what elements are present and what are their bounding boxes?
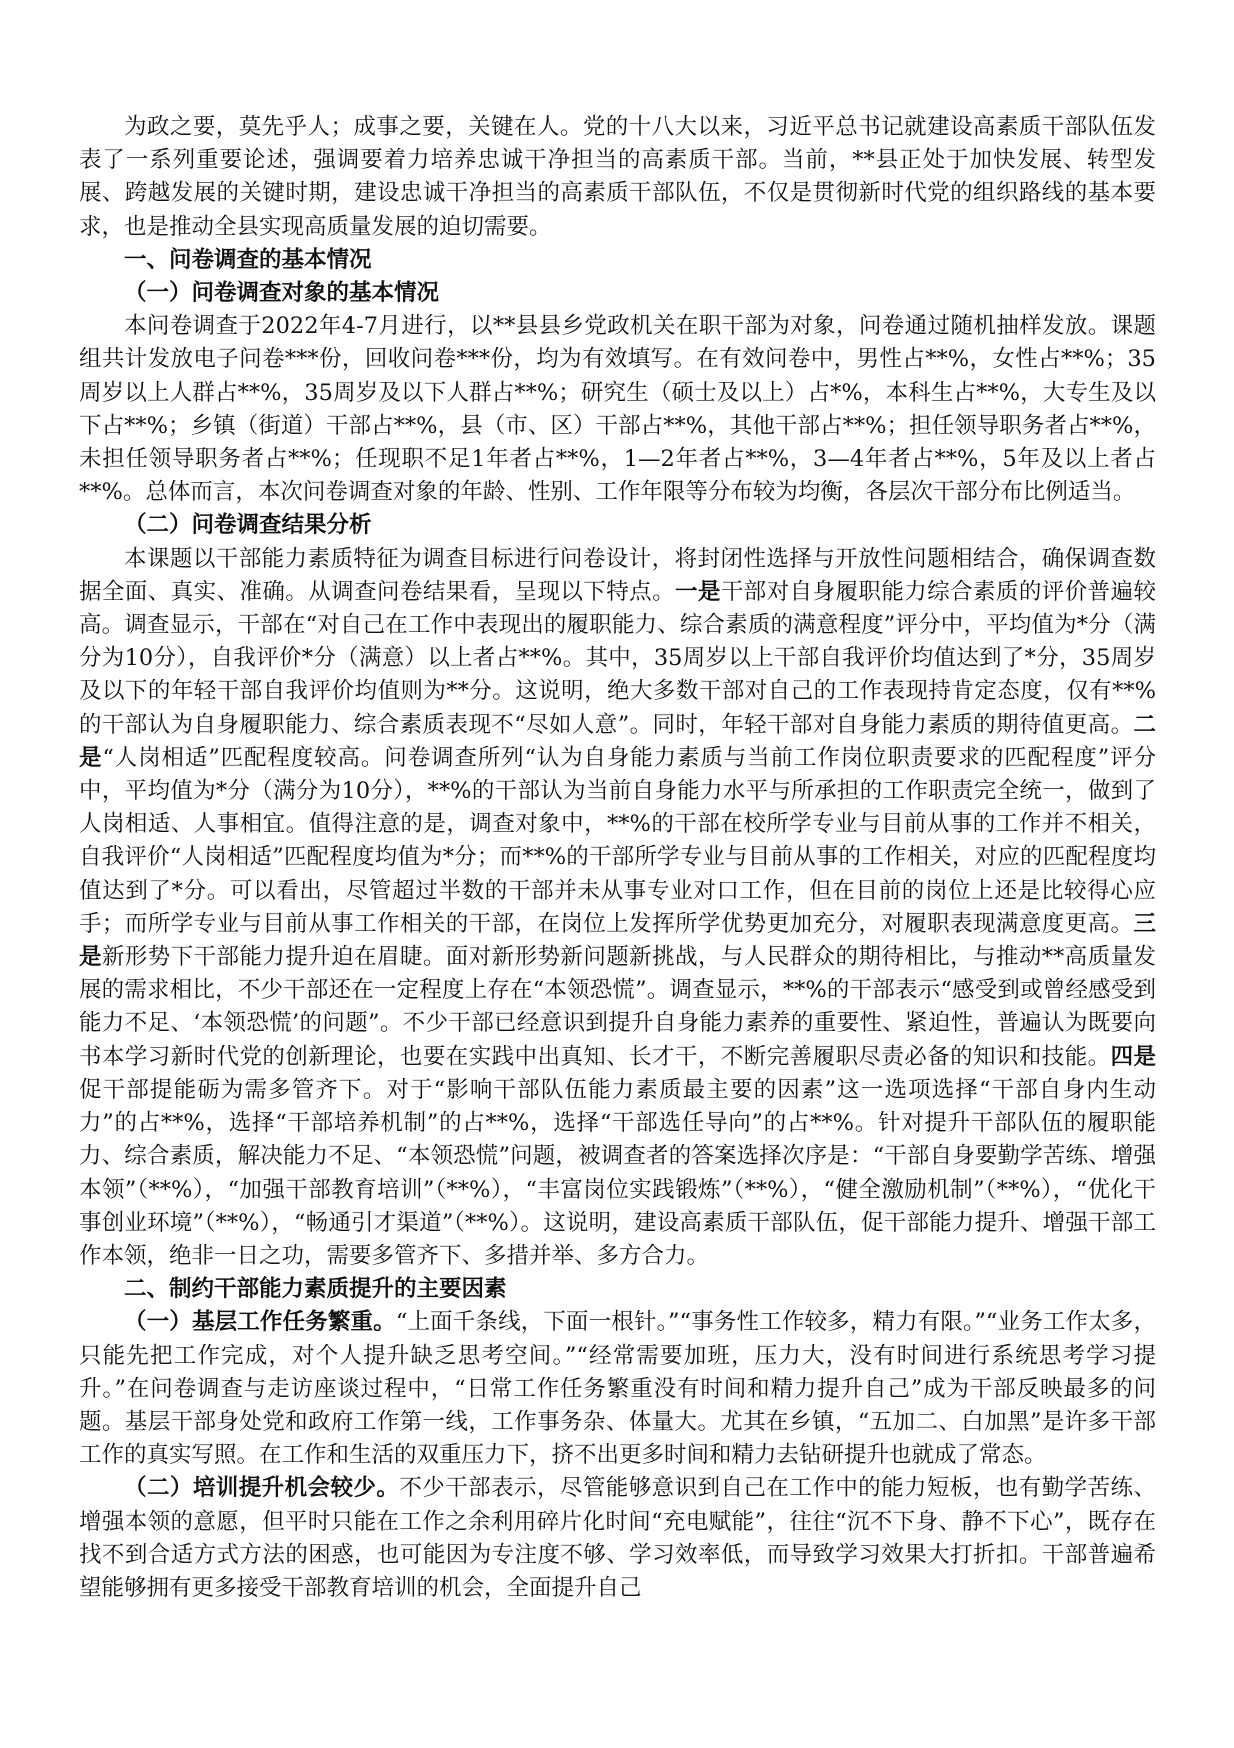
lead-marker-2: 二是: [79, 711, 1156, 771]
finding-2-text: “人岗相适”匹配程度较高。问卷调查所列“认为自身能力素质与当前工作岗位职责要求的匹配程度”评分中，平均值为*分（满分为10分），**%的干部认为当前自身能力水平与所承担的工作职责完全统一，做到了人岗相适、人事相宜。值得注意的是，调查对象中，**%的干部在校所学专业与目前从事的工作并不相关，自我评价“人岗相适”匹配程度均值为*分；而**%的干部所学专业与目前从事的工作相关，对应的匹配程度均值达到了*分。可以看出，尽管超过半数的干部并未从事专业对口工作，但在目前的岗位上还是比较得心应手；而所学专业与目前从事工作相关的干部，在岗位上发挥所学优势更加充分，对履职表现满意度更高。: [79, 744, 1156, 937]
paragraph-survey-subjects: 本问卷调查于2022年4-7月进行，以**县县乡党政机关在职干部为对象，问卷通过随机抽样发放。课题组共计发放电子问卷***份，回收问卷***份，均为有效填写。在有效问卷中，男性占**%，女性占**%；35周岁以上人群占**%，35周岁及以下人群占**%；研究生（硕士及以上）占*%，本科生占**%，大专生及以下占**%；乡镇（街道）干部占**%，县（市、区）干部占**%，其他干部占**%；担任领导职务者占**%，未担任领导职务者占**%；任现职不足1年者占**%，1—2年者占**%，3—4年者占**%，5年及以上者占**%。总体而言，本次问卷调查对象的年龄、性别、工作年限等分布较为均衡，各层次干部分布比例适当。: [79, 313, 1156, 506]
lead-marker-3: 三是: [79, 910, 1156, 971]
section-heading-1: 一、问卷调查的基本情况: [124, 246, 372, 273]
training-text: 不少干部表示，尽管能够意识到自己在工作中的能力短板，也有勤学苦练、增强本领的意愿，但平时只能在工作之余利用碎片化时间“充电赋能”，往往“沉不下身、静不下心”，既存在找不到合适方式方法的困惑，也可能因为专注度不够、学习效率低，而导致学习效果大打折扣。干部普遍希望能够拥有更多接受干部教育培训的机会，全面提升自己: [79, 1475, 1156, 1601]
results-intro-text: 本课题以干部能力素质特征为调查目标进行问卷设计，将封闭性选择与开放性问题相结合，确保调查数据全面、真实、准确。从调查问卷结果看，呈现以下特点。: [79, 545, 1156, 605]
subsection-heading-2-2: （二）培训提升机会较少。: [124, 1475, 400, 1502]
section-heading-2: 二、制约干部能力素质提升的主要因素: [124, 1276, 507, 1303]
subsection-heading-1-2: （二）问卷调查结果分析: [124, 512, 372, 539]
paragraph-survey-results: [79, 543, 1156, 1273]
finding-3-text: 新形势下干部能力提升迫在眉睫。面对新形势新问题新挑战，与人民群众的期待相比，与推动**高质量发展的需求相比，不少干部还在一定程度上存在“本领恐慌”。调查显示，**%的干部表示“感受到或曾经感受到能力不足、‘本领恐慌’的问题”。不少干部已经意识到提升自身能力素养的重要性、紧迫性，普遍认为既要向书本学习新时代党的创新理论，也要在实践中出真知、长才干，不断完善履职尽责必备的知识和技能。: [79, 944, 1156, 1070]
subsection-heading-1-1: （一）问卷调查对象的基本情况: [124, 280, 440, 307]
finding-4-text: 促干部提能砺为需多管齐下。对于“影响干部队伍能力素质最主要的因素”这一选项选择“干部自身内生动力”的占**%，选择“干部培养机制”的占**%，选择“干部选任导向”的占**%。针对提升干部队伍的履职能力、综合素质，解决能力不足、“本领恐慌”问题，被调查者的答案选择次序是：“干部自身要勤学苦练、增强本领”（**%），“加强干部教育培训”（**%），“丰富岗位实践锻炼”（**%），“健全激励机制”（**%），“优化干事创业环境”（**%），“畅通引才渠道”（**%）。这说明，建设高素质干部队伍，促干部能力提升、增强干部工作本领，绝非一日之功，需要多管齐下、多措并举、多方合力。: [79, 1076, 1156, 1269]
workload-text: “上面千条线，下面一根针。”“事务性工作较多，精力有限。”“业务工作太多，只能先把工作完成，对个人提升缺乏思考空间。”“经常需要加班，压力大，没有时间进行系统思考学习提升。”在问卷调查与走访座谈过程中，“日常工作任务繁重没有时间和精力提升自己”成为干部反映最多的问题。基层干部身处党和政府工作第一线，工作事务杂、体量大。尤其在乡镇，“五加二、白加黑”是许多干部工作的真实写照。在工作和生活的双重压力下，挤不出更多时间和精力去钻研提升也就成了常态。: [79, 1309, 1156, 1469]
lead-marker-4: 四是: [1110, 1043, 1156, 1070]
finding-1-text: 干部对自身履职能力综合素质的评价普遍较高。调查显示，干部在“对自己在工作中表现出的履职能力、综合素质的满意程度”评分中，平均值为*分（满分为10分），自我评价*分（满意）以上者占**%。其中，35周岁以上干部自我评价均值达到了*分，35周岁及以下的年轻干部自我评价均值则为**分。这说明，绝大多数干部对自己的工作表现持肯定态度，仅有**%的干部认为自身履职能力、综合素质表现不“尽如人意”。同时，年轻干部对自身能力素质的期待值更高。: [79, 578, 1156, 738]
paragraph-training: [79, 1472, 1156, 1605]
subsection-heading-2-1: （一）基层工作任务繁重。: [124, 1309, 396, 1336]
lead-marker-1: 一是: [675, 578, 721, 605]
paragraph-workload: [79, 1306, 1156, 1472]
intro-paragraph: 为政之要，莫先乎人；成事之要，关键在人。党的十八大以来，习近平总书记就建设高素质干部队伍发表了一系列重要论述，强调要着力培养忠诚干净担当的高素质干部。当前，**县正处于加快发展、转型发展、跨越发展的关键时期，建设忠诚干净担当的高素质干部队伍，不仅是贯彻新时代党的组织路线的基本要求，也是推动全县实现高质量发展的迫切需要。: [79, 114, 1156, 240]
